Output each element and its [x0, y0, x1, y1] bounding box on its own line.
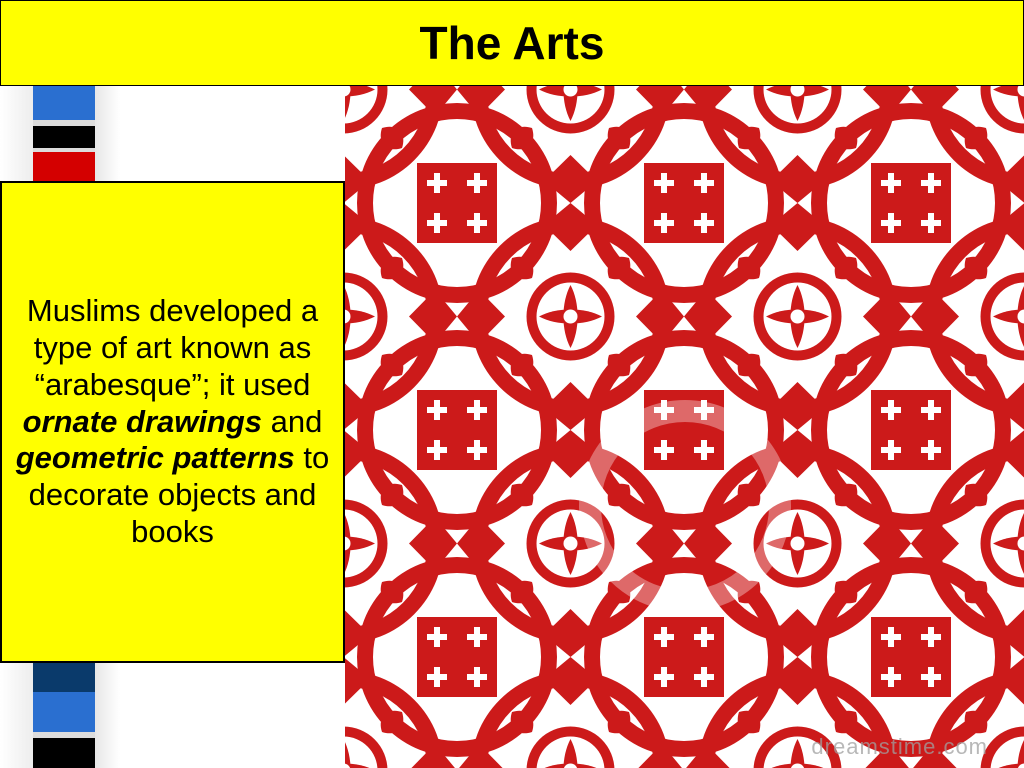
- slide-title-bar: [0, 0, 1024, 86]
- decorative-stripe-top: [33, 86, 95, 182]
- image-watermark: dreamstime.com: [811, 734, 988, 759]
- description-text: Muslims developed a type of art known as “arabesque”; it used ornate drawings and geometric patterns to decorate objects and books: [15, 292, 330, 550]
- slide-title: The Arts: [419, 17, 605, 69]
- emphasis-geometric-patterns: geometric patterns: [15, 440, 295, 476]
- decorative-stripe-bottom: [33, 662, 95, 768]
- description-textbox: [0, 181, 345, 663]
- emphasis-ornate-drawings: ornate drawings: [22, 403, 263, 439]
- arabesque-pattern-image: [345, 86, 1024, 768]
